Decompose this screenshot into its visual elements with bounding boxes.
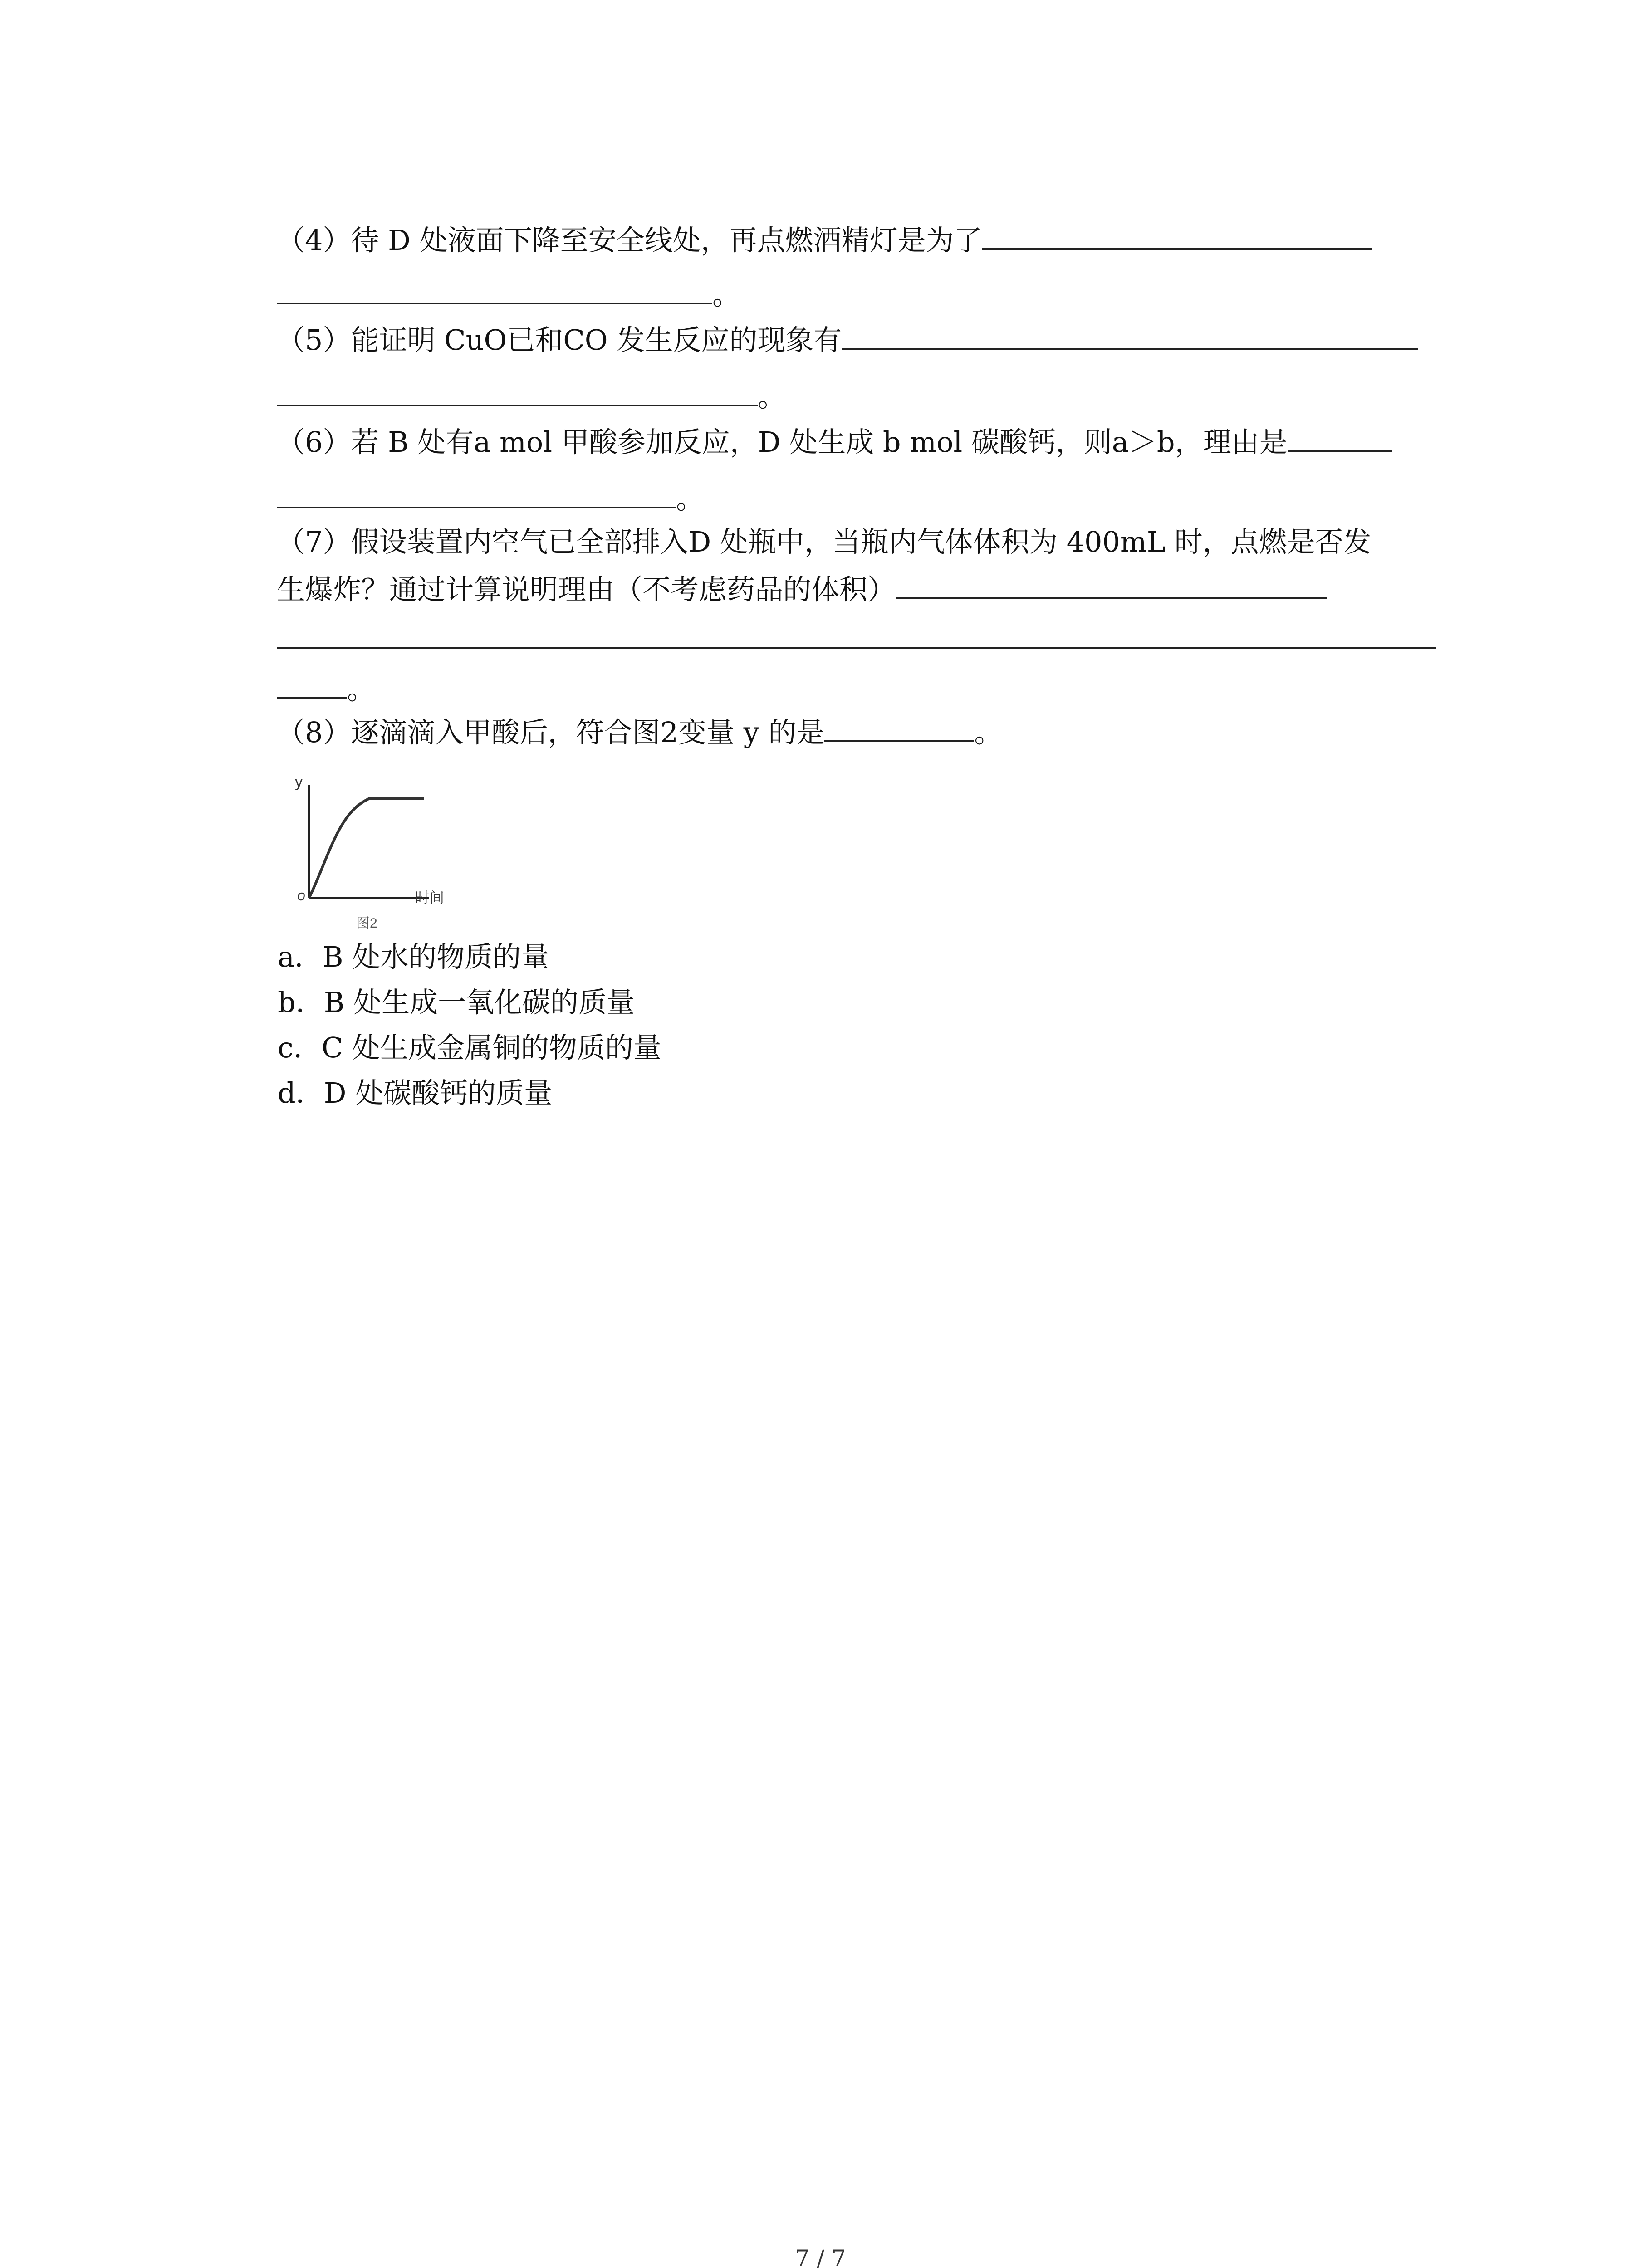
question-7-line-1 [277, 522, 1372, 562]
question-8-text: （8）逐滴滴入甲酸后，符合图2变量 y 的是 [277, 716, 825, 749]
question-4-line-2 [277, 274, 740, 315]
question-5-text: （5）能证明 CuO已和CO 发生反应的现象有 [277, 323, 842, 357]
option-c: c．C 处生成金属铜的物质的量 [278, 1031, 661, 1064]
answer-blank[interactable] [896, 569, 1327, 599]
answer-blank[interactable] [277, 669, 347, 699]
question-7-line-2 [277, 569, 1327, 610]
question-7-line-4 [277, 669, 375, 710]
answer-blank[interactable] [842, 320, 1418, 350]
question-7-line-3 [277, 619, 1436, 660]
answer-blank[interactable] [824, 712, 974, 742]
answer-blank[interactable] [1288, 422, 1392, 452]
answer-blank[interactable] [277, 274, 712, 304]
question-8-end: 。 [974, 716, 1003, 749]
answer-blank[interactable] [277, 376, 758, 406]
question-7-text-2: 生爆炸？通过计算说明理由（不考虑药品的体积） [277, 573, 896, 606]
answer-blank[interactable] [277, 619, 1436, 649]
figure-2-graph [279, 762, 456, 939]
option-b: b．B 处生成一氧化碳的质量 [278, 986, 635, 1019]
question-6-line-1 [277, 422, 1392, 463]
question-7-end: 。 [347, 673, 376, 706]
question-7-text: （7）假设装置内空气已全部排入D 处瓶中，当瓶内气体体积为 400mL 时，点燃是否发 [277, 525, 1372, 558]
question-4-line-1 [277, 220, 1372, 261]
question-4-text: （4）待 D 处液面下降至安全线处，再点燃酒精灯是为了 [277, 224, 982, 257]
option-d: d．D 处碳酸钙的质量 [278, 1076, 553, 1110]
question-5-line-1 [277, 320, 1418, 361]
question-6-line-2 [277, 479, 704, 519]
question-4-end: 。 [712, 278, 741, 311]
answer-blank[interactable] [277, 479, 676, 508]
question-8-line-1 [277, 712, 1002, 753]
page-number: 7 / 7 [795, 2245, 846, 2268]
question-6-end: 。 [676, 482, 705, 515]
origin-label: o [297, 887, 305, 904]
option-a: a．B 处水的物质的量 [278, 940, 549, 973]
figure-caption: 图2 [356, 916, 377, 931]
y-axis-label: y [295, 773, 303, 791]
question-5-end: 。 [758, 380, 786, 413]
question-5-line-2 [277, 376, 786, 417]
question-6-text: （6）若 B 处有a mol 甲酸参加反应，D 处生成 b mol 碳酸钙，则a＞b，理由是 [277, 425, 1288, 459]
curve [309, 798, 424, 898]
x-axis-label: 时间 [415, 890, 445, 906]
answer-blank[interactable] [982, 220, 1372, 250]
